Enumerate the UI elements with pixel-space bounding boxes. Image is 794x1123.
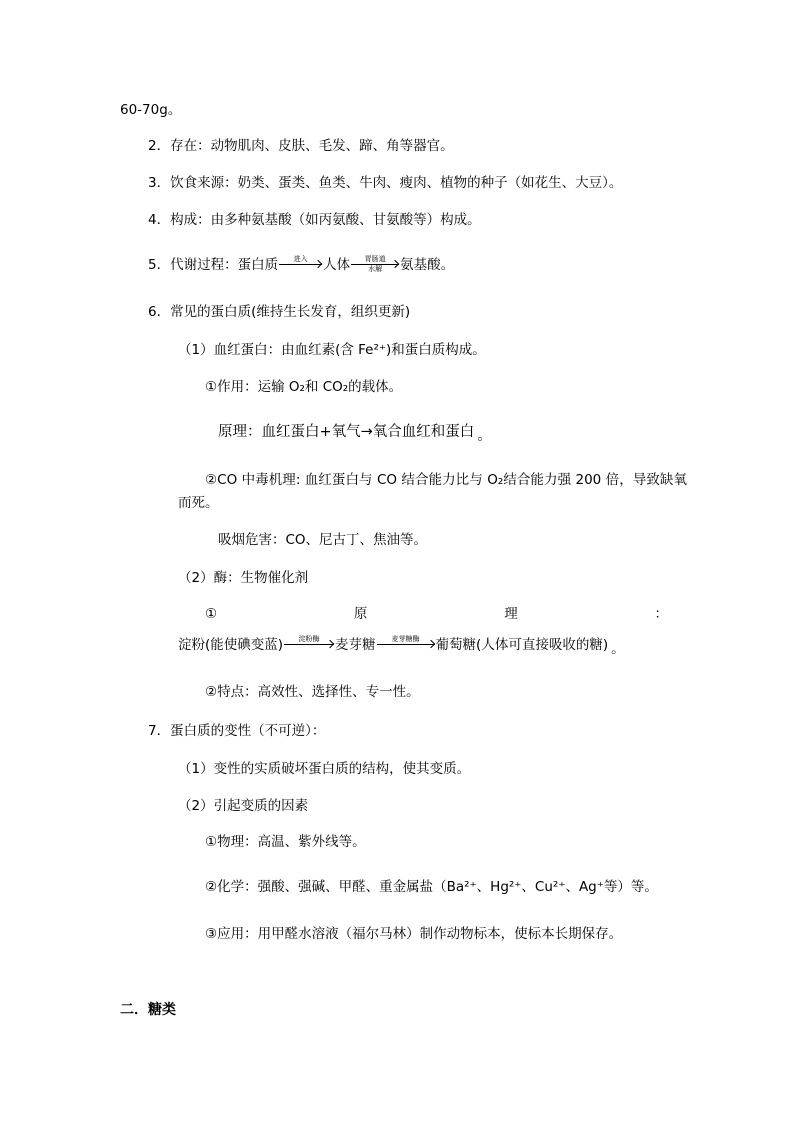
- arrow-icon: [279, 264, 322, 265]
- reaction-end-mark: 。: [611, 641, 625, 657]
- reaction-middle: 麦芽糖: [335, 637, 376, 653]
- common-proteins-heading: 6．常见的蛋白质(维持生长发育，组织更新): [148, 304, 411, 320]
- metabolism-end: 氨基酸。: [400, 257, 455, 273]
- arrow-label-bottom: 水解: [368, 265, 383, 273]
- metabolism-middle: 人体: [323, 257, 351, 273]
- denaturation-causes-title: （2）引起变质的因素: [178, 798, 309, 814]
- principle-label-char: ①: [205, 606, 218, 622]
- principle-label-char: 原: [353, 606, 368, 622]
- protein-food-sources: 3．饮食来源：奶类、蛋类、鱼类、牛肉、瘦肉、植物的种子（如花生、大豆）。: [148, 175, 623, 191]
- principle-end-mark: 。: [477, 428, 492, 444]
- reaction-arrow: [284, 636, 334, 654]
- denaturation-essence: （1）变性的实质破坏蛋白质的结构，使其变质。: [178, 761, 471, 777]
- denaturation-application: ③应用：用甲醛水溶液（福尔马林）制作动物标本，使标本长期保存。: [205, 926, 623, 942]
- arrow-icon: [284, 644, 334, 645]
- protein-metabolism: [148, 256, 454, 274]
- continued-text: 60-70g。: [120, 102, 182, 118]
- reaction-start: 淀粉(能使碘变蓝): [178, 637, 284, 653]
- co-poisoning-line-1: ②CO 中毒机理: 血红蛋白与 CO 结合能力比与 O₂结合能力强 200 倍，导致缺氧: [205, 472, 687, 488]
- hemoglobin-principle: [218, 423, 492, 444]
- arrow-label-top: 胃肠道: [364, 255, 386, 263]
- enzyme-reaction: [178, 635, 625, 657]
- smoking-hazard: 吸烟危害：CO、尼古丁、焦油等。: [218, 532, 428, 548]
- principle-text: 原理：血红蛋白+氧气→氧合血红和蛋白: [218, 424, 475, 440]
- reaction-end: 葡萄糖(人体可直接吸收的糖): [435, 637, 609, 653]
- reaction-arrow: [279, 256, 322, 274]
- arrow-label: 淀粉酶: [298, 635, 320, 643]
- principle-label-char: ：: [654, 606, 668, 622]
- enzyme-title: （2）酶：生物催化剂: [178, 570, 309, 586]
- hemoglobin-function: ①作用：运输 O₂和 CO₂的载体。: [205, 379, 403, 395]
- arrow-label: 进入: [293, 255, 308, 263]
- hemoglobin-title: （1）血红蛋白：由血红素(含 Fe²⁺)和蛋白质构成。: [178, 342, 486, 358]
- denaturation-chemical: ②化学：强酸、强碱、甲醛、重金属盐（Ba²⁺、Hg²⁺、Cu²⁺、Ag⁺等）等。: [205, 879, 658, 895]
- arrow-icon: [377, 644, 435, 645]
- denaturation-physical: ①物理：高温、紫外线等。: [205, 834, 366, 850]
- arrow-label: 麦芽糖酶: [391, 635, 420, 643]
- co-poisoning-line-2: 而死。: [178, 495, 219, 511]
- enzyme-features: ②特点：高效性、选择性、专一性。: [205, 684, 420, 700]
- metabolism-start: 5．代谢过程：蛋白质: [148, 257, 279, 273]
- protein-composition: 4．构成：由多种氨基酸（如丙氨酸、甘氨酸等）构成。: [148, 212, 481, 228]
- protein-existence: 2．存在：动物肌肉、皮肤、毛发、蹄、角等器官。: [148, 138, 454, 154]
- reaction-arrow: [377, 636, 435, 654]
- enzyme-principle-label: [205, 605, 668, 623]
- next-section-heading: 二．糖类: [120, 1002, 176, 1018]
- reaction-arrow: [351, 256, 399, 274]
- denaturation-heading: 7．蛋白质的变性（不可逆）：: [148, 723, 326, 739]
- principle-label-char: 理: [504, 606, 518, 622]
